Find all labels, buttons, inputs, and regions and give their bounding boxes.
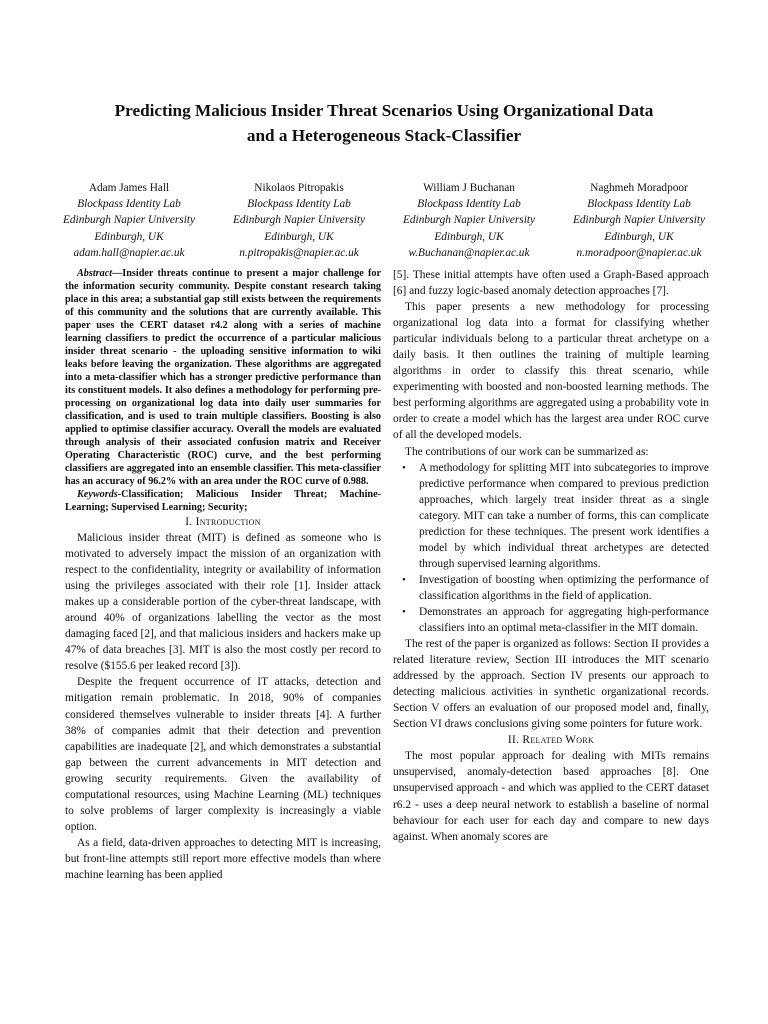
author-email: n.moradpoor@napier.ac.uk [576, 246, 702, 259]
abstract-label: Abstract [77, 268, 113, 279]
author-email: w.Buchanan@napier.ac.uk [408, 246, 530, 259]
list-item-text: A methodology for splitting MIT into subcategories to improve predictive performance when compared to previous prediction approaches, which largely treat insider threat as a single category. MIT can take a number of forms, this can complicate prediction for these techniques. The present work identifies a model by which individual threat archetypes are detected through supervised learning algorithms. [419, 461, 709, 570]
paragraph: This paper presents a new methodology for processing organizational log data into a format for classifying whether particular individuals belong to a particular threat archetype on a daily basis. It then outlines the training of multiple learning algorithms in order to classify this threat scenario, while experimenting with boosted and non-boosted learning methods. The best performing algorithms are aggregated using a probability vote in order to create a model which has the largest area under ROC curve of all the developed models. [393, 301, 710, 442]
right-column [393, 267, 709, 845]
bullet-icon: • [402, 573, 406, 586]
keywords-label: Keywords [77, 489, 118, 500]
author-3 [403, 180, 535, 261]
author-university: Edinburgh Napier University [233, 214, 365, 227]
author-university: Edinburgh Napier University [573, 214, 705, 227]
keywords [65, 488, 381, 514]
abstract [65, 267, 381, 488]
list-item [393, 460, 709, 572]
paragraph: The most popular approach for dealing with MITs remains unsupervised, anomaly-detection based approaches [8]. One unsupervised approach - and which was applied to the CERT dataset r6.2 - uses a deep neural network to establish a baseline of normal behaviour for each user for each day and compare to new days against. When anomaly scores are [393, 750, 709, 843]
paragraph: [5]. These initial attempts have often used a Graph-Based approach [6] and fuzzy logic-based anomaly detection approaches [7]. [393, 269, 709, 298]
abstract-text: —Insider threats continue to present a major challenge for the information security community. Despite constant research taking place in this area; a substantial gap still exists between the requirements of this community and the solutions that are currently available. This paper uses the CERT dataset r4.2 along with a series of machine learning classifiers to predict the occurrence of a particular malicious insider threat scenario - the uploading sensitive information to wiki leaks before leaving the organization. These algorithms are aggregated into a meta-classifier which has a stronger predictive performance than its constituent models. It also defines a methodology for performing pre-processing on organizational log data into daily user summaries for classification, and is used to train multiple classifiers. Boosting is also applied to optimise classifier accuracy. Overall the models are evaluated through analysis of their associated confusion matrix and Receiver Operating Characteristic (ROC) curve, and the best performing classifiers are aggregated into an ensemble classifier. This meta-classifier has an accuracy of 96.2% with an area under the ROC curve of 0.988. [65, 268, 381, 487]
paper-title [60, 98, 708, 148]
author-1 [63, 180, 195, 261]
list-item-text: Investigation of boosting when optimizing the performance of classification algorithms in the field of application. [419, 573, 709, 602]
section-heading-introduction: I. Introduction [185, 516, 261, 528]
keywords-text: -Classification; Malicious Insider Threat; Machine-Learning; Supervised Learning; Security; [65, 489, 381, 513]
author-name: Naghmeh Moradpoor [590, 182, 688, 194]
author-name: Adam James Hall [88, 182, 170, 194]
author-city: Edinburgh, UK [94, 230, 164, 243]
author-city: Edinburgh, UK [264, 230, 334, 243]
left-column [65, 267, 381, 883]
author-lab: Blockpass Identity Lab [587, 198, 691, 211]
paragraph: As a field, data-driven approaches to detecting MIT is increasing, but front-line attempts still report more effective models than where machine learning has been applied [65, 836, 381, 881]
author-block [63, 180, 705, 261]
list-item-text: Demonstrates an approach for aggregating high-performance classifiers into an optimal meta-classifier in the MIT domain. [419, 605, 709, 635]
author-email: n.pitropakis@napier.ac.uk [239, 246, 359, 259]
paragraph: Despite the frequent occurrence of IT attacks, detection and mitigation remain problematic. In 2018, 90% of companies considered themselves vulnerable to insider threats [4]. A further 38% of companies admit that their detection and prevention capabilities are inadequate [2], and which demonstrates a substantial gap between the current advancements in MIT detection and growing security requirements. Given the availability of computational resources, using Machine Learning (ML) techniques to solve problems of larger complexity is increasingly a viable option. [65, 676, 381, 833]
author-4 [573, 180, 705, 261]
author-lab: Blockpass Identity Lab [77, 198, 181, 211]
paragraph: The contributions of our work can be summarized as: [405, 445, 649, 458]
author-lab: Blockpass Identity Lab [247, 198, 351, 211]
author-name: Nikolaos Pitropakis [254, 182, 344, 194]
author-university: Edinburgh Napier University [63, 214, 195, 227]
author-city: Edinburgh, UK [604, 230, 674, 243]
list-item [393, 572, 709, 604]
bullet-icon: • [402, 461, 406, 474]
section-heading-related-work: II. Related Work [507, 734, 595, 747]
list-item [393, 604, 709, 636]
author-university: Edinburgh Napier University [403, 214, 535, 227]
author-lab: Blockpass Identity Lab [417, 198, 521, 211]
author-city: Edinburgh, UK [434, 230, 504, 243]
paragraph: Malicious insider threat (MIT) is defined as someone who is motivated to adversely impact the mission of an organization with respect to the confidentiality, integrity or availability of information using the privileges associated with their role [1]. Insider attack makes up a considerable portion of the cyber-threat landscape, with around 40% of organizations labelling the vector as the most damaging faced [2], and that malicious insiders and hackers make up 47% of data breaches [3]. MIT is also the most costly per record to resolve ($155.6 per leaked record [3]). [65, 532, 381, 673]
author-name: William J Buchanan [423, 182, 515, 194]
paragraph: The rest of the paper is organized as follows: Section II provides a related literature review, Section III introduces the MIT scenario addressed by the approach. Section IV presents our approach to detecting malicious activities in synthetic organizational records. Section V offers an evaluation of our proposed model and, finally, Section VI draws conclusions giving some pointers for future work. [393, 638, 709, 731]
paper-title-line-2: and a Heterogeneous Stack-Classifier [246, 126, 522, 145]
paper-title-line-1: Predicting Malicious Insider Threat Scenarios Using Organizational Data [114, 101, 654, 120]
bullet-icon: • [402, 605, 406, 618]
author-email: adam.hall@napier.ac.uk [73, 246, 185, 259]
contributions-list [393, 460, 709, 637]
author-2 [233, 180, 365, 261]
